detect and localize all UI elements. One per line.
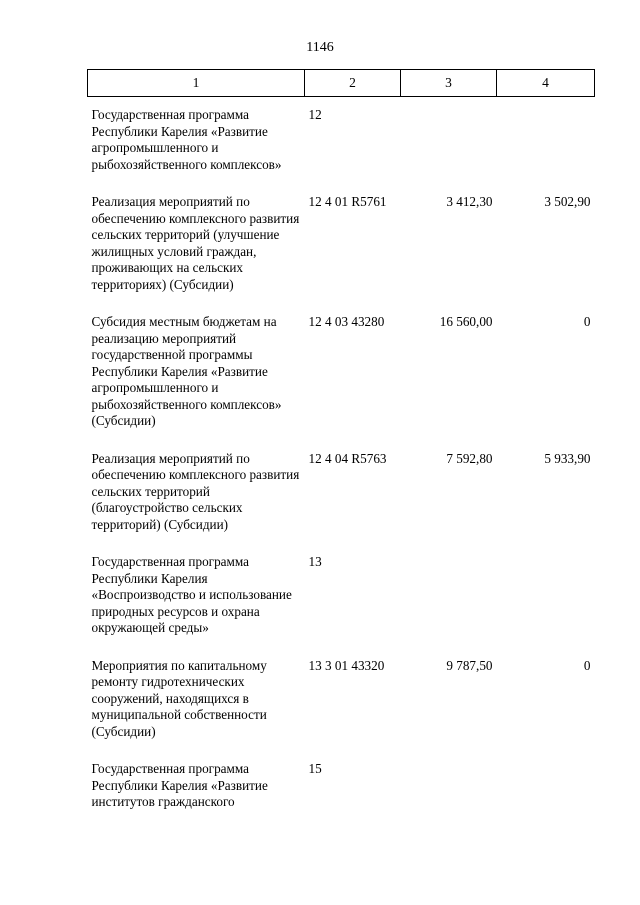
row-value-2	[497, 751, 595, 822]
budget-table	[87, 69, 595, 822]
row-value-1: 3 412,30	[446, 194, 493, 209]
row-value-2: 3 502,90	[544, 194, 591, 209]
row-value-1	[401, 544, 497, 648]
table-body	[88, 97, 595, 822]
row-name: Субсидия местным бюджетам на реализацию мероприятий государственной программы Республики Карелия «Развитие агропромышленного и рыбохозяйственного комплексов» (Субсидии)	[91, 314, 282, 428]
table-row	[88, 97, 595, 185]
table-header	[88, 70, 595, 97]
table-row	[88, 648, 595, 752]
row-value-1	[401, 97, 497, 185]
row-value-2: 0	[583, 314, 591, 329]
row-name: Государственная программа Республики Карелия «Развитие институтов гражданского	[91, 761, 268, 809]
row-name: Государственная программа Республики Карелия «Воспроизводство и использование природных ресурсов и охрана окружающей среды»	[91, 554, 292, 635]
row-name: Реализация мероприятий по обеспечению комплексного развития сельских территорий (благоустройство сельских территорий) (Субсидии)	[91, 450, 300, 532]
row-code: 12	[308, 107, 322, 122]
row-value-1	[401, 751, 497, 822]
row-value-2	[497, 97, 595, 185]
row-value-1: 9 787,50	[446, 657, 493, 673]
row-value-1: 16 560,00	[439, 314, 493, 329]
row-value-2: 0	[583, 657, 591, 673]
table-row	[88, 751, 595, 822]
table-row	[88, 441, 595, 545]
row-value-2: 5 933,90	[544, 450, 591, 466]
page-number: 1146	[306, 40, 334, 55]
row-value-2	[497, 544, 595, 648]
row-name: Реализация мероприятий по обеспечению комплексного развития сельских территорий (улучшение жилищных условий граждан, проживающих на сельских территориях) (Субсидии)	[91, 194, 300, 292]
row-code: 13	[308, 554, 322, 569]
row-code: 12 4 03 43280	[308, 314, 385, 329]
row-name: Мероприятия по капитальному ремонту гидротехнических сооружений, находящихся в муниципальной собственности (Субсидии)	[91, 657, 267, 739]
table-row	[88, 544, 595, 648]
header-row	[88, 70, 595, 97]
column-header-4: 4	[497, 70, 595, 97]
row-code: 15	[308, 761, 322, 776]
row-code: 12 4 04 R5763	[308, 450, 387, 466]
column-header-3: 3	[401, 70, 497, 97]
column-header-2: 2	[305, 70, 401, 97]
row-value-1: 7 592,80	[446, 450, 493, 466]
table-row	[88, 304, 595, 441]
table-row	[88, 184, 595, 304]
row-name: Государственная программа Республики Карелия «Развитие агропромышленного и рыбохозяйственного комплексов»	[91, 107, 282, 172]
row-code: 13 3 01 43320	[308, 657, 385, 673]
row-code: 12 4 01 R5761	[308, 194, 387, 209]
column-header-1: 1	[88, 70, 305, 97]
